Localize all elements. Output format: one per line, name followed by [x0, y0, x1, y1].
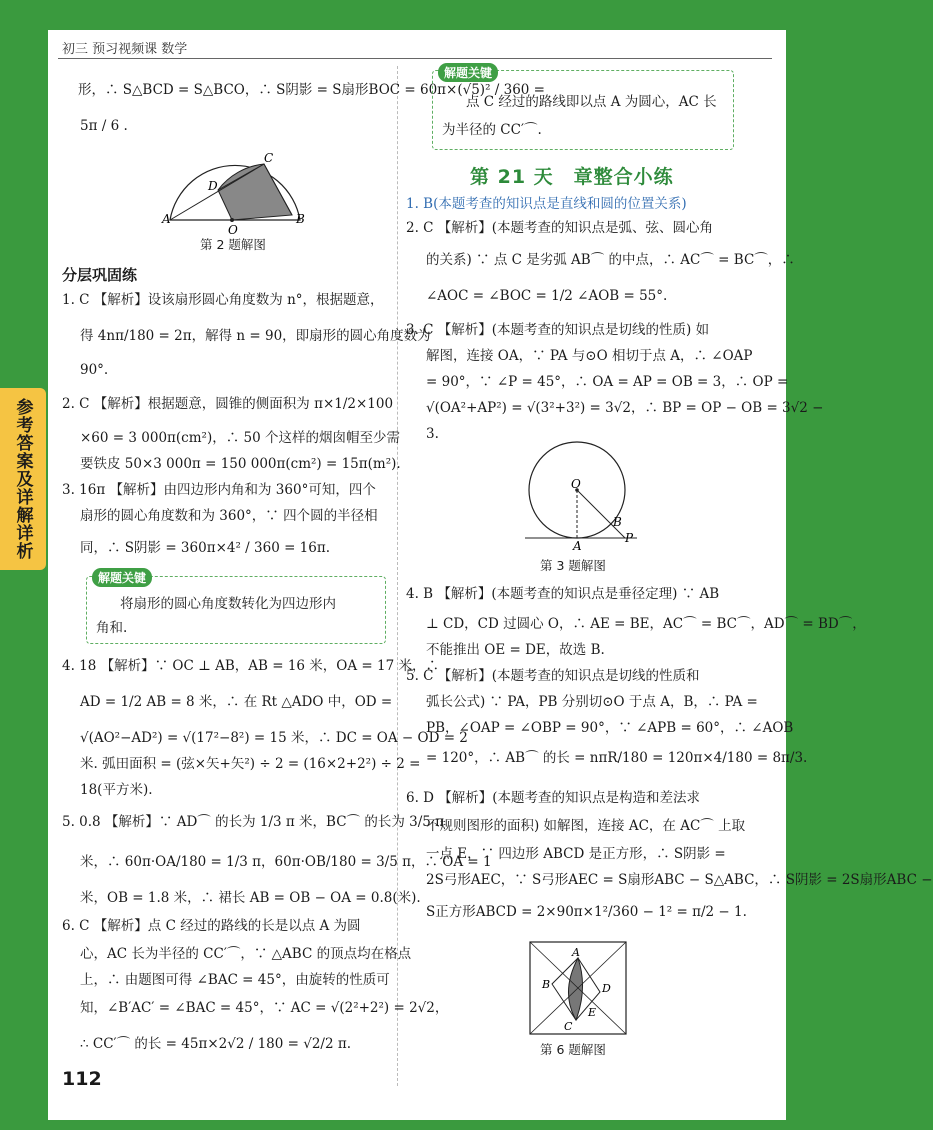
q4-line: 米. 弧田面积 = (弦×矢+矢²) ÷ 2 = (16×2+2²) ÷ 2 = [80, 756, 421, 772]
a5-line: 5. C 【解析】(本题考查的知识点是切线的性质和 [406, 668, 700, 684]
q3-line: 扇形的圆心角度数和为 360°，∵ 四个圆的半径相 [80, 508, 378, 524]
fig6-label-B: B [542, 978, 551, 991]
q5-line: 米，OB = 1.8 米，∴ 裙长 AB = OB − OA = 0.8(米). [80, 890, 421, 906]
a2-line: 的关系) ∵ 点 C 是劣弧 AB⌒ 的中点，∴ AC⌒ = BC⌒，∴ [426, 252, 795, 268]
key-tip-line: 点 C 经过的路线即以点 A 为圆心，AC 长 [466, 94, 717, 110]
section-heading: 分层巩固练 [62, 266, 138, 284]
figure-2-semicircle [160, 150, 310, 237]
key-tip-tag: 解题关键 [92, 568, 152, 587]
side-tab [0, 388, 46, 570]
text-line: 形，∴ S△BCD = S△BCO，∴ S阴影 = S扇形BOC = 60π×(√5)² / 360 = [78, 82, 545, 98]
a2-line: 2. C 【解析】(本题考查的知识点是弧、弦、圆心角 [406, 220, 714, 236]
text-line: 5π / 6 . [80, 118, 128, 134]
a6-line: S正方形ABCD = 2×90π×1²/360 − 1² = π/2 − 1. [426, 904, 747, 920]
fig3-label-P: P [625, 531, 634, 545]
a6-line: 一点 E，∵ 四边形 ABCD 是正方形，∴ S阴影 = [426, 846, 726, 862]
figure-6-square [528, 940, 628, 1036]
a3-line: 3. [426, 426, 439, 442]
key-tip-line: 为半径的 CC′⌒. [442, 122, 542, 138]
q4-line: 18(平方米). [80, 782, 153, 798]
a3-line: 解图，连接 OA，∵ PA 与⊙O 相切于点 A，∴ ∠OAP [426, 348, 753, 364]
q6-line: 6. C 【解析】点 C 经过的路线的长是以点 A 为圆 [62, 918, 361, 934]
q4-line: 4. 18 【解析】∵ OC ⊥ AB，AB = 16 米，OA = 17 米，∴ [62, 658, 439, 674]
q3-line: 3. 16π 【解析】由四边形内角和为 360°可知，四个 [62, 482, 376, 498]
a4-line: 不能推出 OE = DE，故选 B. [426, 642, 605, 658]
key-tip-line: 将扇形的圆心角度数转化为四边形内 [120, 596, 336, 612]
q6-line: ∴ CC′⌒ 的长 = 45π×2√2 / 180 = √2/2 π. [80, 1036, 352, 1052]
column-divider [397, 66, 398, 1086]
q1-line: 得 4nπ/180 = 2π，解得 n = 90，即扇形的圆心角度数为 [80, 328, 431, 344]
figure-3-caption: 第 3 题解图 [540, 558, 606, 573]
q6-line: 上，∴ 由题图可得 ∠BAC = 45°，由旋转的性质可 [80, 972, 390, 988]
a2-line: ∠AOC = ∠BOC = 1/2 ∠AOB = 55°. [426, 288, 668, 304]
fig3-label-O: O [571, 477, 581, 491]
a3-line: = 90°，∵ ∠P = 45°，∴ OA = AP = OB = 3，∴ OP = [426, 374, 789, 390]
q6-line: 心，AC 长为半径的 CC′⌒，∵ △ABC 的顶点均在格点 [80, 946, 412, 962]
running-header: 初三 预习视频课 数学 [62, 42, 188, 57]
fig6-label-C: C [564, 1020, 573, 1033]
fig2-label-C: C [264, 151, 274, 165]
a6-line: 不规则图形的面积) 如解图，连接 AC，在 AC⌒ 上取 [426, 818, 746, 834]
fig6-label-E: E [588, 1006, 597, 1019]
fig2-label-D: D [208, 179, 218, 193]
q6-line: 知，∠B′AC′ = ∠BAC = 45°，∵ AC = √(2²+2²) = 2√2， [80, 1000, 449, 1016]
q3-line: 同，∴ S阴影 = 360π×4² / 360 = 16π. [80, 540, 331, 556]
a6-line: 6. D 【解析】(本题考查的知识点是构造和差法求 [406, 790, 701, 806]
q1-line: 1. C 【解析】设该扇形圆心角度数为 n°，根据题意， [62, 292, 384, 308]
side-tab-label: 参考答案及详解详析 [12, 398, 33, 560]
fig2-label-A: A [162, 212, 171, 226]
a5-line: PB，∠OAP = ∠OBP = 90°，∵ ∠APB = 60°，∴ ∠AOB [426, 720, 794, 736]
a6-line: 2S弓形AEC，∵ S弓形AEC = S扇形ABC − S△ABC，∴ S阴影 = 2S扇形ABC − [426, 872, 933, 888]
key-tip-tag-right: 解题关键 [438, 63, 498, 82]
fig6-label-D: D [602, 982, 611, 995]
figure-3-circle-tangent [525, 450, 645, 553]
q5-line: 米，∴ 60π·OA/180 = 1/3 π，60π·OB/180 = 3/5 π，∴ OA = 1 [80, 854, 492, 870]
q5-line: 5. 0.8 【解析】∵ AD⌒ 的长为 1/3 π 米，BC⌒ 的长为 3/5 π [62, 814, 445, 830]
fig6-label-A: A [572, 946, 580, 959]
figure-2-caption: 第 2 题解图 [200, 237, 266, 252]
q2-line: 2. C 【解析】根据题意，圆锥的侧面积为 π×1/2×100 [62, 396, 394, 412]
day-title: 第 21 天 章整合小练 [470, 166, 674, 188]
key-tip-line: 角和. [96, 620, 128, 636]
a5-line: 弧长公式) ∵ PA，PB 分别切⊙O 于点 A，B，∴ PA = [426, 694, 758, 710]
a4-line: 4. B 【解析】(本题考查的知识点是垂径定理) ∵ AB [406, 586, 720, 602]
q1-line: 90°. [80, 362, 109, 378]
q4-line: √(AO²−AD²) = √(17²−8²) = 15 米，∴ DC = OA − OD = 2 [80, 730, 468, 746]
a1-line: 1. B(本题考查的知识点是直线和圆的位置关系) [406, 196, 687, 212]
a4-line: ⊥ CD，CD 过圆心 O，∴ AE = BE，AC⌒ = BC⌒，AD⌒ = BD⌒， [426, 616, 866, 632]
q2-line: 要铁皮 50×3 000π = 150 000π(cm²) = 15π(m²). [80, 456, 401, 472]
header-rule [58, 58, 772, 59]
q2-line: ×60 = 3 000π(cm²)，∴ 50 个这样的烟囱帽至少需 [80, 430, 400, 446]
fig2-label-O: O [228, 223, 238, 237]
figure-6-caption: 第 6 题解图 [540, 1042, 606, 1057]
fig3-label-B: B [613, 515, 622, 529]
a3-line: 3. C 【解析】(本题考查的知识点是切线的性质) 如 [406, 322, 710, 338]
a3-line: √(OA²+AP²) = √(3²+3²) = 3√2，∴ BP = OP − OB = 3√2 − [426, 400, 824, 416]
a5-line: = 120°，∴ AB⌒ 的长 = nπR/180 = 120π×4/180 = 8π/3. [426, 750, 808, 766]
fig2-label-B: B [296, 212, 305, 226]
page-number: 112 [62, 1068, 102, 1090]
q4-line: AD = 1/2 AB = 8 米，∴ 在 Rt △ADO 中，OD = [80, 694, 393, 710]
fig3-label-A: A [573, 539, 582, 553]
